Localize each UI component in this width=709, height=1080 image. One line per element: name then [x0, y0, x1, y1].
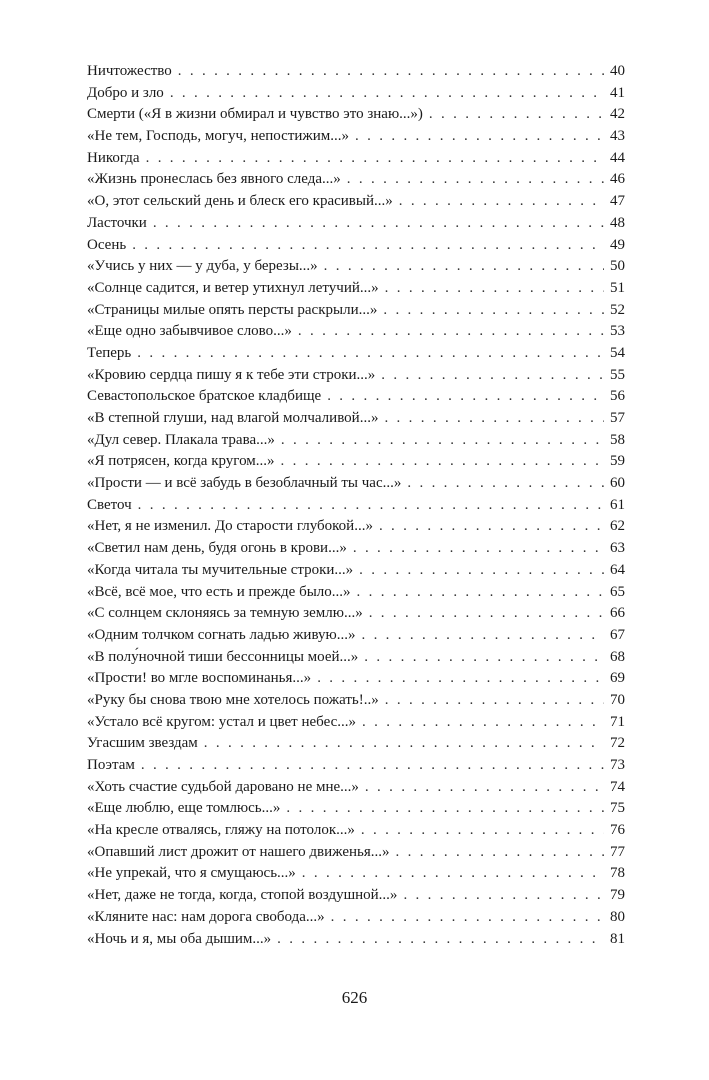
toc-entry [87, 321, 625, 343]
dot-leader [178, 61, 604, 83]
toc-entry-page: 48 [610, 214, 625, 231]
toc-entry-title: Добро и зло [87, 84, 164, 101]
toc-entry-page: 58 [610, 431, 625, 448]
toc-entry [87, 842, 625, 864]
dot-leader [331, 907, 604, 929]
toc-entry [87, 365, 625, 387]
toc-entry-page: 49 [610, 236, 625, 253]
toc-entry-page: 40 [610, 63, 625, 79]
dot-leader [138, 495, 604, 517]
toc-entry-title: «На кресле отвалясь, гляжу на потолок...» [87, 822, 355, 839]
toc-entry [87, 61, 625, 83]
toc-entry-title: «Устало всё кругом: устал и цвет небес...» [87, 713, 357, 730]
dot-leader [170, 83, 604, 105]
toc-entry-title: «Страницы милые опять персты раскрыли...» [87, 301, 378, 318]
dot-leader [153, 213, 604, 235]
toc-entry-title: «Светил нам день, будя огонь в крови...» [87, 540, 347, 557]
toc-entry-page: 56 [610, 388, 625, 405]
toc-entry-title: «Опавший лист дрожит от нашего движенья...» [87, 843, 390, 860]
dot-leader [317, 668, 604, 690]
toc-entry-title: Севастопольское братское кладбище [87, 388, 322, 405]
toc-entry-page: 64 [610, 561, 625, 578]
toc-entry-page: 47 [610, 193, 625, 210]
toc-entry-page: 68 [610, 648, 625, 665]
toc-entry [87, 690, 625, 712]
toc-entry-title: «Ночь и я, мы оба дышим...» [87, 930, 272, 947]
toc-entry [87, 755, 625, 777]
dot-leader [361, 625, 604, 647]
toc-entry-page: 60 [610, 475, 625, 492]
toc-entry [87, 863, 625, 885]
toc-entry-title: «Не упрекай, что я смущаюсь...» [87, 865, 296, 882]
dot-leader [281, 451, 604, 473]
dot-leader [396, 842, 605, 864]
toc-entry-page: 76 [610, 822, 625, 839]
dot-leader [407, 473, 604, 495]
dot-leader [324, 256, 604, 278]
dot-leader [365, 777, 604, 799]
toc-entry-page: 70 [610, 691, 625, 708]
dot-leader [357, 582, 604, 604]
toc-entry-title: Светоч [87, 496, 132, 513]
dot-leader [137, 343, 604, 365]
toc-entry [87, 430, 625, 452]
toc-entry-page: 42 [610, 106, 625, 123]
toc-entry-page: 55 [610, 366, 625, 383]
dot-leader [132, 235, 604, 257]
toc-entry-page: 53 [610, 323, 625, 340]
dot-leader [369, 603, 604, 625]
dot-leader [381, 365, 604, 387]
dot-leader [146, 148, 604, 170]
toc-entry [87, 712, 625, 734]
toc-entry [87, 126, 625, 148]
dot-leader [364, 647, 604, 669]
toc-entry-page: 51 [610, 279, 625, 296]
dot-leader [384, 408, 604, 430]
toc-entry-title: «Когда читала ты мучительные строки...» [87, 561, 354, 578]
toc-entry-page: 43 [610, 128, 625, 145]
dot-leader [383, 300, 604, 322]
toc-entry-title: «Еще люблю, еще томлюсь...» [87, 800, 281, 817]
toc-entry-title: «Хоть счастие судьбой даровано не мне...» [87, 778, 359, 795]
toc-entry [87, 625, 625, 647]
toc-entry-title: «В степной глуши, над влагой молчаливой...» [87, 410, 379, 426]
dot-leader [379, 516, 604, 538]
toc-entry-page: 65 [610, 583, 625, 600]
toc-entry-page: 63 [610, 540, 625, 557]
toc-entry [87, 733, 625, 755]
toc-entry-page: 74 [610, 778, 625, 795]
toc-entry-title: «Еще одно забывчивое слово...» [87, 323, 292, 340]
toc-entry [87, 213, 625, 235]
toc-entry-title: «В полу́ночной тиши бессонницы моей...» [87, 648, 359, 665]
toc-entry-page: 50 [610, 258, 625, 275]
dot-leader [353, 538, 604, 560]
toc-entry-title: Никогда [87, 149, 140, 166]
toc-entry-page: 80 [610, 908, 625, 925]
toc-entry-title: «О, этот сельский день и блеск его красивый...» [87, 193, 393, 210]
toc-entry [87, 256, 625, 278]
toc-entry-title: Смерти («Я в жизни обмирал и чувство это знаю...») [87, 106, 423, 123]
toc-entry-title: Ничтожество [87, 63, 172, 79]
dot-leader [429, 104, 604, 126]
toc-entry-page: 46 [610, 171, 625, 188]
dot-leader [298, 321, 604, 343]
toc-entry-page: 71 [610, 713, 625, 730]
dot-leader [204, 733, 604, 755]
dot-leader [399, 191, 604, 213]
toc-entry [87, 907, 625, 929]
toc-entry-page: 73 [610, 757, 625, 773]
toc-entry-page: 62 [610, 518, 625, 535]
toc-entry-title: Поэтам [87, 757, 135, 773]
page-number: 626 [341, 988, 368, 1007]
dot-leader [362, 712, 604, 734]
dot-leader [403, 885, 604, 907]
toc-entry [87, 820, 625, 842]
dot-leader [361, 820, 604, 842]
dot-leader [286, 798, 604, 820]
toc-entry-title: «Одним толчком согнать ладью живую...» [87, 626, 356, 643]
toc-entry-title: «Кровию сердца пишу я к тебе эти строки...» [87, 366, 376, 383]
toc-entry-page: 59 [610, 453, 625, 470]
toc-entry [87, 798, 625, 820]
toc-entry [87, 408, 625, 430]
toc-entry [87, 647, 625, 669]
toc-entry-title: «Учись у них — у дуба, у березы...» [87, 258, 318, 275]
toc-entry-title: «Я потрясен, когда кругом...» [87, 453, 275, 470]
dot-leader [277, 929, 604, 951]
toc-entry-title: Осень [87, 236, 127, 253]
dot-leader [347, 169, 604, 191]
dot-leader [281, 430, 604, 452]
toc-entry [87, 603, 625, 625]
toc-entry [87, 169, 625, 191]
dot-leader [141, 755, 604, 777]
toc-entry-title: «Дул север. Плакала трава...» [87, 431, 275, 448]
table-of-contents [87, 61, 625, 950]
toc-entry-page: 69 [610, 670, 625, 687]
toc-entry-title: «Руку бы снова твою мне хотелось пожать!..» [87, 691, 379, 708]
toc-entry-page: 79 [610, 887, 625, 904]
toc-entry-page: 57 [610, 410, 625, 426]
toc-entry [87, 929, 625, 951]
toc-entry [87, 885, 625, 907]
toc-entry-title: «Не тем, Господь, могуч, непостижим...» [87, 128, 350, 145]
toc-entry-page: 41 [610, 84, 625, 101]
toc-entry-page: 52 [610, 301, 625, 318]
toc-entry-title: «Прости — и всё забудь в безоблачный ты час...» [87, 475, 402, 492]
toc-entry [87, 191, 625, 213]
dot-leader [302, 863, 604, 885]
toc-entry-page: 44 [610, 149, 625, 166]
toc-entry [87, 104, 625, 126]
toc-entry-title: Угасшим звездам [87, 735, 198, 752]
toc-entry-title: «Нет, даже не тогда, когда, стопой воздушной...» [87, 887, 398, 904]
toc-entry-page: 72 [610, 735, 625, 752]
toc-entry-title: «Нет, я не изменил. До старости глубокой...» [87, 518, 373, 535]
toc-entry-title: «С солнцем склоняясь за темную землю...» [87, 605, 363, 622]
toc-entry [87, 538, 625, 560]
toc-entry [87, 386, 625, 408]
dot-leader [327, 386, 604, 408]
dot-leader [385, 690, 604, 712]
toc-entry-title: Теперь [87, 344, 132, 361]
toc-entry [87, 560, 625, 582]
toc-entry-page: 54 [610, 344, 625, 361]
toc-entry-title: Ласточки [87, 214, 147, 231]
toc-entry [87, 495, 625, 517]
toc-entry-title: «Кляните нас: нам дорога свобода...» [87, 908, 325, 925]
toc-entry [87, 278, 625, 300]
toc-entry [87, 451, 625, 473]
toc-entry [87, 300, 625, 322]
toc-entry [87, 582, 625, 604]
dot-leader [359, 560, 604, 582]
dot-leader [355, 126, 604, 148]
toc-entry-page: 61 [610, 496, 625, 513]
toc-entry-page: 66 [610, 605, 625, 622]
toc-entry [87, 777, 625, 799]
toc-entry-page: 75 [610, 800, 625, 817]
toc-entry [87, 235, 625, 257]
toc-entry-title: «Солнце садится, и ветер утихнул летучий...» [87, 279, 379, 296]
toc-entry-page: 67 [610, 626, 625, 643]
toc-entry [87, 83, 625, 105]
toc-entry-page: 78 [610, 865, 625, 882]
toc-entry-page: 77 [610, 843, 625, 860]
toc-entry [87, 668, 625, 690]
toc-entry [87, 516, 625, 538]
toc-entry [87, 473, 625, 495]
toc-entry-title: «Прости! во мгле воспоминанья...» [87, 670, 312, 687]
toc-entry-title: «Жизнь пронеслась без явного следа...» [87, 171, 341, 188]
toc-entry [87, 148, 625, 170]
toc-entry [87, 343, 625, 365]
toc-entry-page: 81 [610, 930, 625, 947]
toc-entry-title: «Всё, всё мое, что есть и прежде было...» [87, 583, 351, 600]
dot-leader [385, 278, 604, 300]
